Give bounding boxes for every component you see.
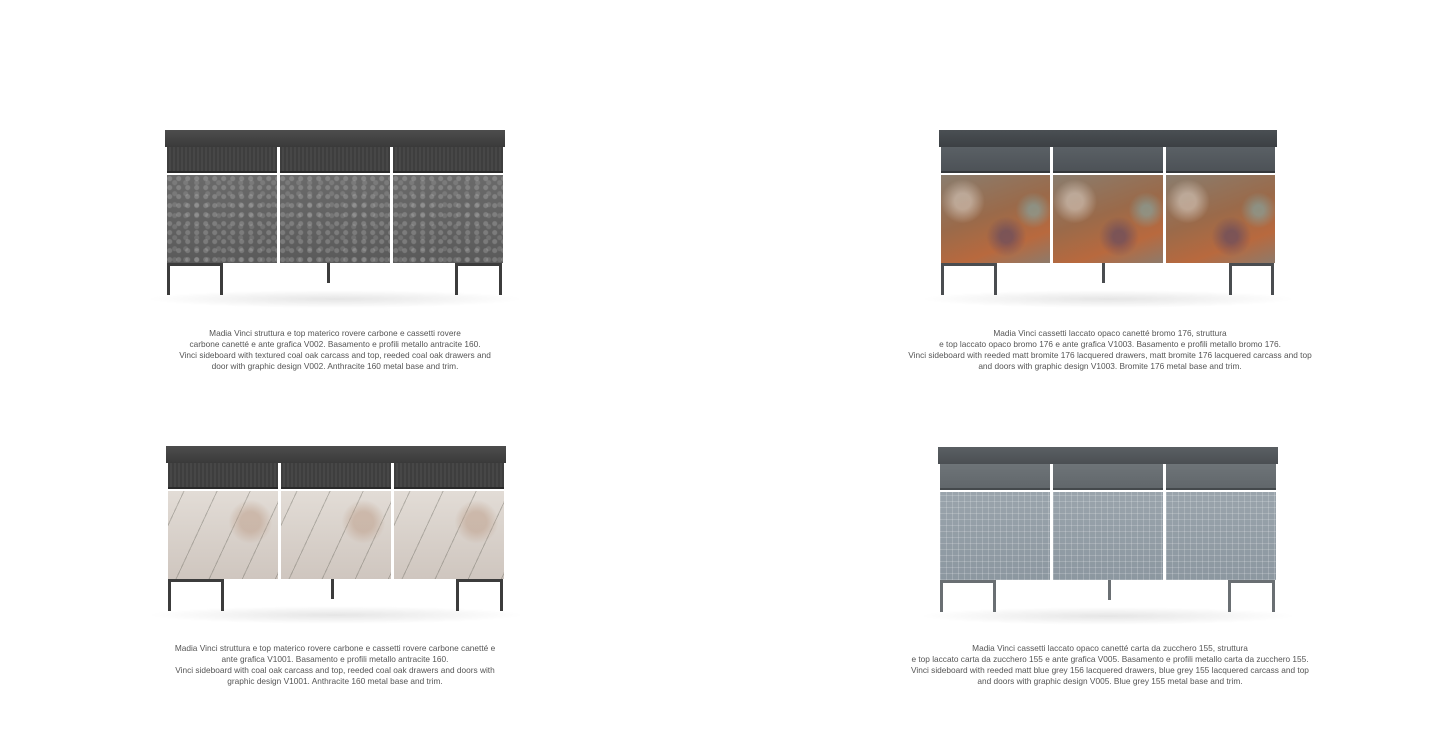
sideboard-image <box>166 446 506 616</box>
leg <box>500 579 503 611</box>
metal-base <box>165 263 505 295</box>
caption-line: Madia Vinci struttura e top materico rovere carbone e cassetti rovere <box>209 328 461 338</box>
caption-line: Madia Vinci struttura e top materico rovere carbone e cassetti rovere carbone canetté e <box>174 643 496 653</box>
base-rail <box>168 579 223 582</box>
product-caption <box>860 643 1360 687</box>
door <box>1166 175 1275 263</box>
drawer-row <box>166 147 504 173</box>
caption-line: Vinci sideboard with coal oak carcass and top, reeded coal oak drawers and doors with <box>175 665 495 675</box>
leg <box>940 580 943 612</box>
leg <box>1108 580 1111 600</box>
metal-base <box>938 580 1278 612</box>
caption-line: Madia Vinci cassetti laccato opaco canetté bromo 176, struttura <box>993 328 1227 338</box>
sideboard-image <box>938 447 1278 617</box>
base-rail <box>941 263 996 266</box>
base-rail <box>456 579 502 582</box>
sideboard-top <box>938 447 1278 464</box>
leg <box>455 263 458 295</box>
door <box>1166 492 1276 580</box>
door <box>940 492 1050 580</box>
base-rail <box>1229 263 1274 266</box>
sideboard-top <box>939 130 1277 147</box>
drawer <box>280 147 390 173</box>
leg <box>168 579 171 611</box>
door-row <box>167 491 505 579</box>
caption-line: Vinci sideboard with textured coal oak carcass and top, reeded coal oak drawers and <box>179 350 491 360</box>
drawer-row <box>939 464 1277 490</box>
sideboard-image <box>165 130 505 300</box>
metal-base <box>939 263 1277 295</box>
drawer <box>281 463 391 489</box>
caption-line: and doors with graphic design V005. Blue grey 155 metal base and trim. <box>977 676 1243 686</box>
leg <box>220 263 223 295</box>
sideboard-top <box>165 130 505 147</box>
leg <box>327 263 330 283</box>
drawer <box>1166 147 1275 173</box>
caption-line: graphic design V1001. Anthracite 160 metal base and trim. <box>227 676 443 686</box>
caption-line: e top laccato carta da zucchero 155 e ante grafica V005. Basamento e profili metallo carta da zucchero 155. <box>911 654 1309 664</box>
door-row <box>939 492 1277 580</box>
caption-line: door with graphic design V002. Anthracite 160 metal base and trim. <box>211 361 459 371</box>
drawer <box>940 464 1050 490</box>
leg <box>331 579 334 599</box>
base-rail <box>167 263 222 266</box>
door <box>280 175 390 263</box>
caption-line: and doors with graphic design V1003. Bromite 176 metal base and trim. <box>978 361 1242 371</box>
drawer <box>393 147 503 173</box>
door <box>1053 492 1163 580</box>
drawer <box>1053 147 1162 173</box>
door <box>281 491 391 579</box>
drawer <box>941 147 1050 173</box>
caption-line: e top laccato opaco bromo 176 e ante grafica V1003. Basamento e profili metallo bromo 176. <box>939 339 1281 349</box>
leg <box>456 579 459 611</box>
leg <box>1271 263 1274 295</box>
caption-line: Vinci sideboard with reeded matt bromite 176 lacquered drawers, matt bromite 176 lacquered carcass and top <box>908 350 1312 360</box>
base-rail <box>455 263 501 266</box>
drawer-row <box>167 463 505 489</box>
drawer <box>168 463 278 489</box>
product-caption <box>135 643 535 687</box>
door <box>393 175 503 263</box>
caption-line: Madia Vinci cassetti laccato opaco canetté carta da zucchero 155, struttura <box>972 643 1248 653</box>
leg <box>993 580 996 612</box>
leg <box>499 263 502 295</box>
leg <box>941 263 944 295</box>
product-caption <box>860 328 1360 372</box>
drawer <box>167 147 277 173</box>
base-rail <box>1228 580 1274 583</box>
leg <box>994 263 997 295</box>
door <box>941 175 1050 263</box>
drawer <box>394 463 504 489</box>
leg <box>221 579 224 611</box>
door-row <box>940 175 1276 263</box>
sideboard-image <box>939 130 1277 300</box>
caption-line: ante grafica V1001. Basamento e profili metallo antracite 160. <box>221 654 449 664</box>
door-row <box>166 175 504 263</box>
door <box>167 175 277 263</box>
base-rail <box>940 580 995 583</box>
leg <box>1272 580 1275 612</box>
leg <box>1102 263 1105 283</box>
drawer-row <box>940 147 1276 173</box>
leg <box>1228 580 1231 612</box>
sideboard-top <box>166 446 506 463</box>
caption-line: carbone canetté e ante grafica V002. Basamento e profili metallo antracite 160. <box>189 339 481 349</box>
product-caption <box>135 328 535 372</box>
door <box>1053 175 1162 263</box>
leg <box>167 263 170 295</box>
caption-line: Vinci sideboard with reeded matt blue grey 156 lacquered drawers, blue grey 155 lacquered carcass and top <box>911 665 1309 675</box>
leg <box>1229 263 1232 295</box>
metal-base <box>166 579 506 611</box>
door <box>168 491 278 579</box>
drawer <box>1166 464 1276 490</box>
door <box>394 491 504 579</box>
drawer <box>1053 464 1163 490</box>
